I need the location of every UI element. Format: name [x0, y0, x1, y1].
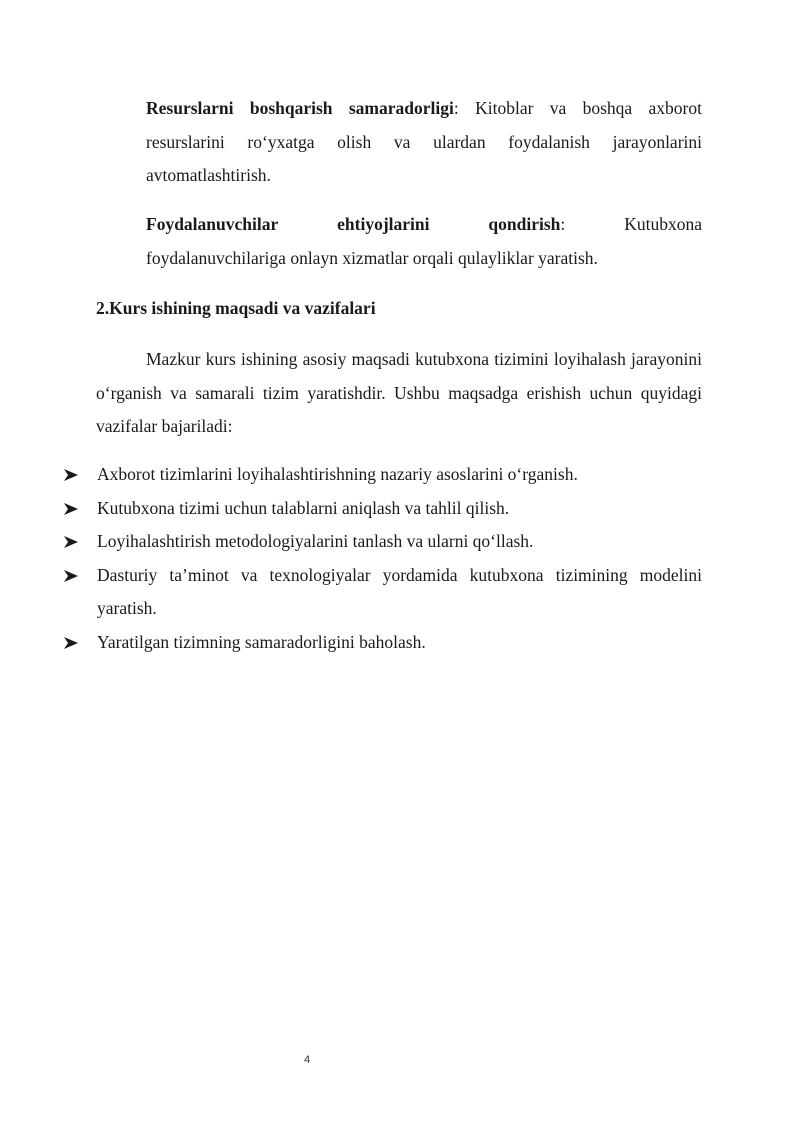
task-list — [64, 458, 702, 659]
definition-colon: : — [453, 98, 459, 118]
arrowhead-bullet-icon — [64, 503, 78, 515]
definition-term-word: qondirish — [488, 214, 561, 234]
section-heading: 2.Kurs ishining maqsadi va vazifalari — [96, 298, 376, 318]
task-text: Loyihalashtirish metodologiyalarini tanlash va ularni qo‘llash. — [97, 531, 534, 551]
arrowhead-bullet-icon — [64, 637, 78, 649]
list-item — [64, 626, 702, 660]
list-item — [64, 492, 702, 526]
definition-first-line-end: Kutubxona — [624, 214, 702, 234]
definition-first-line — [146, 208, 702, 242]
intro-paragraph: Mazkur kurs ishining asosiy maqsadi kutubxona tizimini loyihalash jarayonini o‘rganish va samarali tizim yaratishdir. Ushbu maqsadga erishish uchun quyidagi vazifalar bajariladi: — [96, 349, 702, 436]
definition-text: Kitoblar va boshqa axborot resurslarini ro‘yxatga olish va ulardan foydalanish jarayonlarini avtomatlashtirish. — [146, 98, 702, 185]
definition-term-word: ehtiyojlarini — [337, 214, 430, 234]
definition-user-needs — [146, 208, 702, 275]
page-number: 4 — [303, 1054, 311, 1066]
arrowhead-bullet-icon — [64, 536, 78, 548]
task-text: Dasturiy ta’minot va texnologiyalar yordamida kutubxona tizimining modelini yaratish. — [97, 564, 702, 618]
definition-text: foydalanuvchilariga onlayn xizmatlar orqali qulayliklar yaratish. — [146, 247, 598, 268]
definition-term: Resurslarni boshqarish samaradorligi — [146, 98, 454, 118]
task-text: Axborot tizimlarini loyihalashtirishning nazariy asoslarini o‘rganish. — [97, 464, 578, 484]
list-item — [64, 559, 702, 626]
list-item — [64, 458, 702, 492]
definition-colon: : — [560, 214, 566, 234]
task-text: Kutubxona tizimi uchun talablarni aniqlash va tahlil qilish. — [97, 497, 510, 518]
arrowhead-bullet-icon — [64, 570, 78, 582]
arrowhead-bullet-icon — [64, 469, 78, 481]
definition-term-word: Foydalanuvchilar — [146, 214, 279, 234]
task-text: Yaratilgan tizimning samaradorligini baholash. — [97, 631, 426, 652]
list-item — [64, 525, 702, 559]
definition-resource-management — [146, 92, 702, 193]
